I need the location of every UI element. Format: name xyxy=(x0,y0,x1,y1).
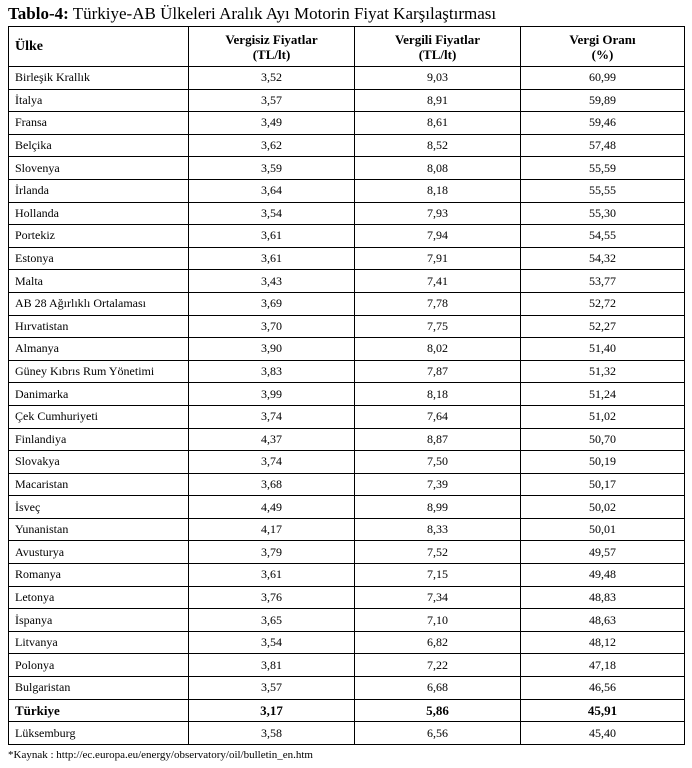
cell-post-tax: 7,87 xyxy=(355,360,521,383)
cell-country: İtalya xyxy=(9,89,189,112)
table-row xyxy=(9,315,685,338)
cell-country: Letonya xyxy=(9,586,189,609)
cell-post-tax: 7,75 xyxy=(355,315,521,338)
cell-tax-rate: 48,63 xyxy=(521,609,685,632)
table-row xyxy=(9,654,685,677)
table-row xyxy=(9,157,685,180)
fuel-price-table xyxy=(8,26,685,745)
cell-pre-tax: 3,54 xyxy=(189,631,355,654)
cell-tax-rate: 55,59 xyxy=(521,157,685,180)
cell-pre-tax: 3,57 xyxy=(189,89,355,112)
cell-pre-tax: 3,52 xyxy=(189,67,355,90)
cell-post-tax: 8,87 xyxy=(355,428,521,451)
cell-country: Birleşik Krallık xyxy=(9,67,189,90)
cell-tax-rate: 54,55 xyxy=(521,225,685,248)
cell-pre-tax: 3,61 xyxy=(189,225,355,248)
table-header-row xyxy=(9,27,685,67)
cell-post-tax: 8,08 xyxy=(355,157,521,180)
cell-tax-rate: 48,12 xyxy=(521,631,685,654)
cell-tax-rate: 49,48 xyxy=(521,564,685,587)
cell-tax-rate: 50,01 xyxy=(521,518,685,541)
cell-tax-rate: 50,19 xyxy=(521,451,685,474)
cell-pre-tax: 3,76 xyxy=(189,586,355,609)
table-row xyxy=(9,360,685,383)
table-row xyxy=(9,292,685,315)
table-row xyxy=(9,112,685,135)
cell-tax-rate: 60,99 xyxy=(521,67,685,90)
cell-post-tax: 7,91 xyxy=(355,247,521,270)
cell-post-tax: 8,18 xyxy=(355,179,521,202)
table-row xyxy=(9,677,685,700)
cell-pre-tax: 3,17 xyxy=(189,699,355,722)
header-post-tax-unit: (TL/lt) xyxy=(418,46,457,62)
cell-country: Slovenya xyxy=(9,157,189,180)
cell-tax-rate: 54,32 xyxy=(521,247,685,270)
cell-country: Polonya xyxy=(9,654,189,677)
cell-tax-rate: 46,56 xyxy=(521,677,685,700)
cell-pre-tax: 3,62 xyxy=(189,134,355,157)
cell-pre-tax: 3,59 xyxy=(189,157,355,180)
cell-pre-tax: 3,61 xyxy=(189,564,355,587)
cell-pre-tax: 4,17 xyxy=(189,518,355,541)
table-row xyxy=(9,428,685,451)
cell-country: İsveç xyxy=(9,496,189,519)
cell-pre-tax: 4,37 xyxy=(189,428,355,451)
cell-post-tax: 7,64 xyxy=(355,405,521,428)
cell-tax-rate: 45,91 xyxy=(521,699,685,722)
cell-country: Bulgaristan xyxy=(9,677,189,700)
cell-pre-tax: 3,69 xyxy=(189,292,355,315)
cell-country: Litvanya xyxy=(9,631,189,654)
header-post-tax-label: Vergili Fiyatlar xyxy=(394,31,481,47)
cell-pre-tax: 3,70 xyxy=(189,315,355,338)
cell-tax-rate: 51,02 xyxy=(521,405,685,428)
header-pre-tax xyxy=(189,27,355,67)
table-row xyxy=(9,202,685,225)
table-row xyxy=(9,405,685,428)
cell-pre-tax: 3,90 xyxy=(189,338,355,361)
table-body xyxy=(9,67,685,745)
table-row xyxy=(9,699,685,722)
cell-tax-rate: 49,57 xyxy=(521,541,685,564)
cell-pre-tax: 3,83 xyxy=(189,360,355,383)
cell-post-tax: 7,78 xyxy=(355,292,521,315)
cell-country: Hollanda xyxy=(9,202,189,225)
table-title xyxy=(8,4,496,24)
cell-post-tax: 7,15 xyxy=(355,564,521,587)
cell-post-tax: 7,34 xyxy=(355,586,521,609)
table-row xyxy=(9,338,685,361)
cell-tax-rate: 51,32 xyxy=(521,360,685,383)
cell-tax-rate: 55,55 xyxy=(521,179,685,202)
cell-pre-tax: 3,79 xyxy=(189,541,355,564)
cell-tax-rate: 57,48 xyxy=(521,134,685,157)
cell-country: Romanya xyxy=(9,564,189,587)
cell-post-tax: 8,52 xyxy=(355,134,521,157)
cell-tax-rate: 59,46 xyxy=(521,112,685,135)
table-row xyxy=(9,179,685,202)
table-row xyxy=(9,631,685,654)
header-tax-rate xyxy=(521,27,685,67)
cell-country: Hırvatistan xyxy=(9,315,189,338)
cell-pre-tax: 3,64 xyxy=(189,179,355,202)
cell-country: Danimarka xyxy=(9,383,189,406)
cell-post-tax: 7,93 xyxy=(355,202,521,225)
table-title-text: Türkiye-AB Ülkeleri Aralık Ayı Motorin Fiyat Karşılaştırması xyxy=(68,4,497,23)
table-row xyxy=(9,89,685,112)
cell-country: Avusturya xyxy=(9,541,189,564)
cell-country: Yunanistan xyxy=(9,518,189,541)
cell-post-tax: 6,68 xyxy=(355,677,521,700)
header-tax-rate-unit: (%) xyxy=(591,46,614,62)
cell-post-tax: 8,61 xyxy=(355,112,521,135)
table-row xyxy=(9,609,685,632)
cell-country: Güney Kıbrıs Rum Yönetimi xyxy=(9,360,189,383)
cell-country: İrlanda xyxy=(9,179,189,202)
cell-post-tax: 7,94 xyxy=(355,225,521,248)
table-row xyxy=(9,518,685,541)
cell-tax-rate: 51,24 xyxy=(521,383,685,406)
cell-post-tax: 8,02 xyxy=(355,338,521,361)
table-row xyxy=(9,270,685,293)
table-row xyxy=(9,586,685,609)
header-pre-tax-unit: (TL/lt) xyxy=(252,46,291,62)
cell-pre-tax: 3,58 xyxy=(189,722,355,745)
table-row xyxy=(9,225,685,248)
table-row xyxy=(9,564,685,587)
cell-post-tax: 8,18 xyxy=(355,383,521,406)
cell-post-tax: 8,91 xyxy=(355,89,521,112)
cell-post-tax: 6,56 xyxy=(355,722,521,745)
cell-pre-tax: 3,54 xyxy=(189,202,355,225)
cell-tax-rate: 50,02 xyxy=(521,496,685,519)
cell-pre-tax: 3,57 xyxy=(189,677,355,700)
cell-tax-rate: 53,77 xyxy=(521,270,685,293)
table-row xyxy=(9,67,685,90)
cell-post-tax: 7,10 xyxy=(355,609,521,632)
cell-country: Fransa xyxy=(9,112,189,135)
cell-tax-rate: 47,18 xyxy=(521,654,685,677)
cell-country: Belçika xyxy=(9,134,189,157)
cell-pre-tax: 3,49 xyxy=(189,112,355,135)
cell-post-tax: 7,22 xyxy=(355,654,521,677)
cell-post-tax: 5,86 xyxy=(355,699,521,722)
cell-country: Türkiye xyxy=(9,699,189,722)
cell-post-tax: 8,99 xyxy=(355,496,521,519)
cell-post-tax: 9,03 xyxy=(355,67,521,90)
header-tax-rate-label: Vergi Oranı xyxy=(569,31,636,47)
cell-country: Macaristan xyxy=(9,473,189,496)
cell-country: İspanya xyxy=(9,609,189,632)
cell-country: Almanya xyxy=(9,338,189,361)
cell-tax-rate: 52,72 xyxy=(521,292,685,315)
cell-pre-tax: 3,61 xyxy=(189,247,355,270)
cell-post-tax: 7,41 xyxy=(355,270,521,293)
header-country-label: Ülke xyxy=(15,39,43,54)
cell-country: Portekiz xyxy=(9,225,189,248)
cell-post-tax: 6,82 xyxy=(355,631,521,654)
header-pre-tax-label: Vergisiz Fiyatlar xyxy=(225,31,318,47)
cell-pre-tax: 3,74 xyxy=(189,451,355,474)
cell-country: Slovakya xyxy=(9,451,189,474)
cell-post-tax: 7,50 xyxy=(355,451,521,474)
cell-tax-rate: 51,40 xyxy=(521,338,685,361)
cell-tax-rate: 50,70 xyxy=(521,428,685,451)
cell-tax-rate: 45,40 xyxy=(521,722,685,745)
cell-tax-rate: 59,89 xyxy=(521,89,685,112)
cell-tax-rate: 55,30 xyxy=(521,202,685,225)
cell-pre-tax: 3,43 xyxy=(189,270,355,293)
cell-pre-tax: 3,68 xyxy=(189,473,355,496)
cell-pre-tax: 3,74 xyxy=(189,405,355,428)
cell-pre-tax: 3,81 xyxy=(189,654,355,677)
cell-pre-tax: 4,49 xyxy=(189,496,355,519)
cell-country: AB 28 Ağırlıklı Ortalaması xyxy=(9,292,189,315)
table-row xyxy=(9,541,685,564)
cell-country: Malta xyxy=(9,270,189,293)
cell-country: Çek Cumhuriyeti xyxy=(9,405,189,428)
table-row xyxy=(9,451,685,474)
cell-post-tax: 7,39 xyxy=(355,473,521,496)
table-row xyxy=(9,496,685,519)
source-note: *Kaynak : http://ec.europa.eu/energy/observatory/oil/bulletin_en.htm xyxy=(8,749,313,761)
cell-tax-rate: 50,17 xyxy=(521,473,685,496)
cell-country: Finlandiya xyxy=(9,428,189,451)
cell-tax-rate: 52,27 xyxy=(521,315,685,338)
cell-post-tax: 7,52 xyxy=(355,541,521,564)
header-post-tax xyxy=(355,27,521,67)
header-country xyxy=(9,27,189,67)
cell-pre-tax: 3,99 xyxy=(189,383,355,406)
table-title-prefix: Tablo-4: xyxy=(8,4,69,23)
cell-post-tax: 8,33 xyxy=(355,518,521,541)
cell-country: Estonya xyxy=(9,247,189,270)
cell-country: Lüksemburg xyxy=(9,722,189,745)
cell-tax-rate: 48,83 xyxy=(521,586,685,609)
table-row xyxy=(9,383,685,406)
table-row xyxy=(9,134,685,157)
table-row xyxy=(9,473,685,496)
table-row xyxy=(9,247,685,270)
cell-pre-tax: 3,65 xyxy=(189,609,355,632)
table-row xyxy=(9,722,685,745)
